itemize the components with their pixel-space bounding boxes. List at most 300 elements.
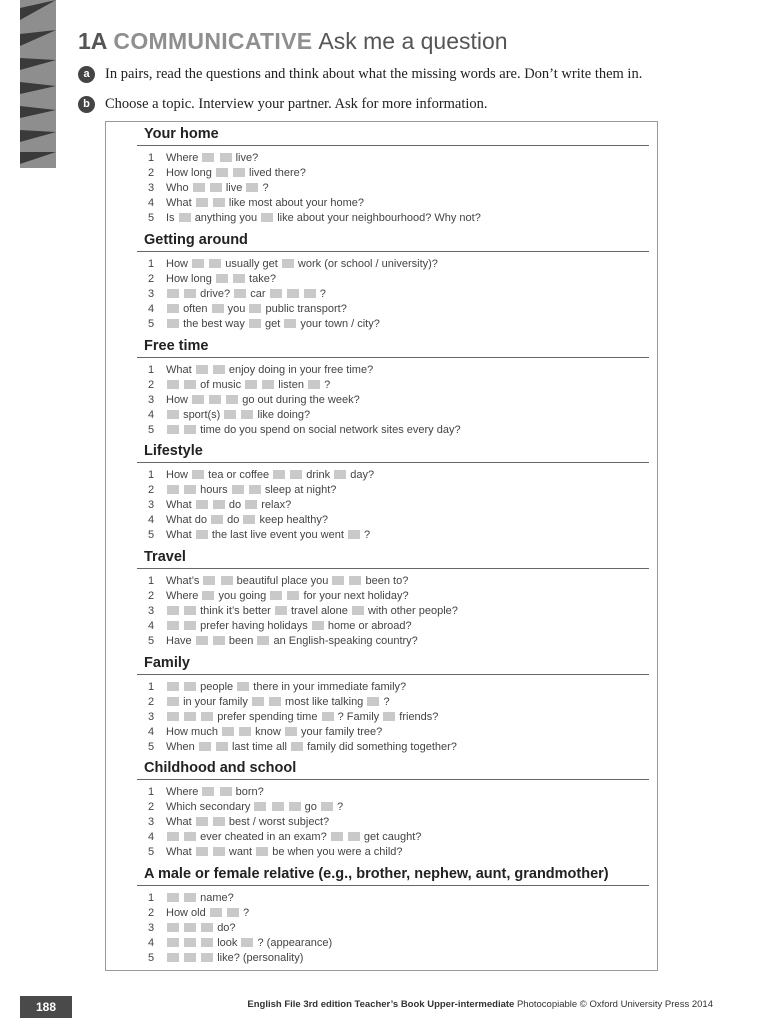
question-text: ?: [383, 696, 390, 708]
question-text: How old: [166, 907, 206, 919]
question-text: What’s: [166, 575, 200, 587]
blank-gap: [287, 591, 299, 600]
section-title: Travel: [144, 549, 186, 565]
question-item: [148, 604, 458, 618]
blank-gap: [167, 289, 179, 298]
question-text: in your family: [183, 696, 248, 708]
question-item: [148, 181, 269, 195]
question-number: 5: [148, 952, 155, 964]
question-text: Where: [166, 786, 199, 798]
blank-gap: [308, 380, 320, 389]
question-item: [148, 710, 438, 724]
lesson-category: COMMUNICATIVE: [113, 28, 313, 54]
question-item: [148, 785, 264, 799]
question-text: an English-speaking country?: [273, 635, 418, 647]
blank-gap: [269, 697, 281, 706]
question-item: [148, 725, 382, 739]
instruction-a: [78, 66, 642, 83]
question-number: 4: [148, 620, 155, 632]
blank-gap: [241, 938, 253, 947]
question-text: been: [228, 635, 254, 647]
section-divider: [137, 885, 649, 886]
blank-gap: [196, 500, 208, 509]
question-item: [148, 468, 374, 482]
question-text: What: [166, 816, 192, 828]
question-number: 3: [148, 182, 155, 194]
blank-gap: [216, 274, 228, 283]
blank-gap: [184, 380, 196, 389]
section-title: Getting around: [144, 232, 248, 248]
question-text: How long: [166, 167, 212, 179]
blank-gap: [348, 832, 360, 841]
question-text: prefer having holidays: [200, 620, 308, 632]
blank-gap: [167, 410, 179, 419]
section-divider: [137, 145, 649, 146]
question-text: day?: [350, 469, 375, 481]
question-text: there in your immediate family?: [253, 681, 407, 693]
question-text: like most about your home?: [228, 197, 365, 209]
question-item: [148, 393, 360, 407]
sunburst-decoration: [20, 0, 56, 168]
question-item: [148, 619, 412, 633]
question-item: [148, 408, 310, 422]
blank-gap: [202, 787, 214, 796]
question-text: lived there?: [249, 167, 306, 179]
question-item: [148, 574, 408, 588]
question-item: [148, 272, 276, 286]
blank-gap: [221, 576, 233, 585]
blank-gap: [196, 198, 208, 207]
blank-gap: [184, 425, 196, 434]
blank-gap: [184, 893, 196, 902]
blank-gap: [202, 153, 214, 162]
blank-gap: [184, 621, 196, 630]
blank-gap: [203, 576, 215, 585]
section-title: Free time: [144, 338, 209, 354]
question-text: Where: [166, 590, 199, 602]
blank-gap: [202, 591, 214, 600]
question-number: 2: [148, 379, 155, 391]
question-text: tea or coffee: [208, 469, 270, 481]
blank-gap: [270, 289, 282, 298]
question-text: ?: [324, 379, 331, 391]
section-title: Your home: [144, 126, 219, 142]
blank-gap: [213, 198, 225, 207]
blank-gap: [196, 636, 208, 645]
blank-gap: [196, 365, 208, 374]
blank-gap: [192, 470, 204, 479]
question-text: ?: [319, 288, 326, 300]
blank-gap: [167, 712, 179, 721]
question-text: get caught?: [363, 831, 422, 843]
question-text: last time all: [231, 741, 287, 753]
section-divider: [137, 357, 649, 358]
blank-gap: [289, 802, 301, 811]
question-item: [148, 891, 234, 905]
blank-gap: [234, 289, 246, 298]
blank-gap: [257, 636, 269, 645]
question-text: go out during the week?: [242, 394, 360, 406]
question-item: [148, 423, 461, 437]
blank-gap: [167, 621, 179, 630]
page-title: [78, 28, 508, 55]
question-text: sport(s): [183, 409, 221, 421]
blank-gap: [184, 938, 196, 947]
blank-gap: [167, 893, 179, 902]
question-text: How long: [166, 273, 212, 285]
instruction-b: [78, 96, 488, 113]
question-text: of music: [200, 379, 242, 391]
question-number: 4: [148, 831, 155, 843]
footer-book: English File 3rd edition Teacher’s Book Upper-intermediate: [247, 999, 515, 1010]
question-text: born?: [235, 786, 264, 798]
question-text: be when you were a child?: [272, 846, 403, 858]
blank-gap: [232, 485, 244, 494]
blank-gap: [239, 727, 251, 736]
question-number: 1: [148, 258, 155, 270]
blank-gap: [167, 380, 179, 389]
question-text: home or abroad?: [327, 620, 412, 632]
question-text: live: [225, 182, 243, 194]
bullet-a-icon: a: [78, 66, 95, 83]
blank-gap: [213, 847, 225, 856]
question-text: get: [264, 318, 281, 330]
question-text: How: [166, 394, 189, 406]
blank-gap: [209, 395, 221, 404]
question-item: [148, 317, 380, 331]
question-text: been to?: [365, 575, 409, 587]
question-text: best / worst subject?: [228, 816, 330, 828]
question-text: do: [228, 499, 242, 511]
question-text: How: [166, 258, 189, 270]
question-text: people: [200, 681, 234, 693]
blank-gap: [285, 727, 297, 736]
question-text: listen: [278, 379, 304, 391]
question-number: 1: [148, 892, 155, 904]
question-text: friends?: [399, 711, 439, 723]
section-divider: [137, 779, 649, 780]
footer-credit: [247, 999, 713, 1010]
blank-gap: [243, 515, 255, 524]
blank-gap: [167, 425, 179, 434]
question-number: 5: [148, 529, 155, 541]
question-text: Where: [166, 152, 199, 164]
question-text: name?: [200, 892, 234, 904]
question-text: Is: [166, 212, 175, 224]
blank-gap: [211, 515, 223, 524]
question-item: [148, 151, 258, 165]
blank-gap: [184, 606, 196, 615]
question-text: What: [166, 846, 192, 858]
question-item: [148, 936, 332, 950]
blank-gap: [262, 380, 274, 389]
question-item: [148, 951, 303, 965]
blank-gap: [167, 606, 179, 615]
blank-gap: [212, 304, 224, 313]
question-item: [148, 680, 406, 694]
lesson-title: Ask me a question: [318, 28, 508, 54]
blank-gap: [167, 938, 179, 947]
question-text: like? (personality): [217, 952, 304, 964]
question-number: 2: [148, 484, 155, 496]
blank-gap: [254, 802, 266, 811]
blank-gap: [193, 183, 205, 192]
question-item: [148, 845, 403, 859]
blank-gap: [209, 259, 221, 268]
blank-gap: [196, 530, 208, 539]
question-number: 3: [148, 605, 155, 617]
blank-gap: [249, 485, 261, 494]
question-text: most like talking: [285, 696, 364, 708]
section-divider: [137, 251, 649, 252]
question-item: [148, 830, 421, 844]
question-text: anything you: [194, 212, 258, 224]
blank-gap: [270, 591, 282, 600]
question-number: 4: [148, 303, 155, 315]
question-number: 1: [148, 786, 155, 798]
question-text: do: [227, 514, 240, 526]
question-number: 3: [148, 711, 155, 723]
blank-gap: [192, 259, 204, 268]
blank-gap: [167, 319, 179, 328]
question-text: ?: [262, 182, 269, 194]
question-text: with other people?: [367, 605, 458, 617]
question-text: look: [217, 937, 238, 949]
blank-gap: [261, 213, 273, 222]
question-text: ? Family: [337, 711, 380, 723]
question-number: 5: [148, 424, 155, 436]
question-item: [148, 589, 409, 603]
question-text: What: [166, 529, 192, 541]
question-text: you going: [218, 590, 267, 602]
questions-box: [105, 121, 658, 971]
question-number: 3: [148, 816, 155, 828]
question-text: your town / city?: [300, 318, 380, 330]
question-number: 1: [148, 152, 155, 164]
blank-gap: [201, 923, 213, 932]
question-text: think it’s better: [200, 605, 271, 617]
section-divider: [137, 568, 649, 569]
section-title: A male or female relative (e.g., brother, nephew, aunt, grandmother): [144, 866, 609, 882]
blank-gap: [184, 953, 196, 962]
question-text: live?: [235, 152, 259, 164]
instruction-a-text: In pairs, read the questions and think about what the missing words are. Don’t write them in.: [105, 66, 643, 82]
blank-gap: [256, 847, 268, 856]
blank-gap: [184, 289, 196, 298]
question-text: sleep at night?: [264, 484, 337, 496]
blank-gap: [237, 682, 249, 691]
question-text: often: [183, 303, 208, 315]
blank-gap: [220, 787, 232, 796]
question-number: 2: [148, 907, 155, 919]
question-text: want: [228, 846, 253, 858]
question-text: take?: [249, 273, 276, 285]
question-text: your family tree?: [300, 726, 383, 738]
blank-gap: [201, 938, 213, 947]
section-divider: [137, 674, 649, 675]
question-text: When: [166, 741, 195, 753]
blank-gap: [233, 274, 245, 283]
question-text: drive?: [200, 288, 231, 300]
question-text: public transport?: [265, 303, 347, 315]
lesson-code: 1A: [78, 28, 108, 54]
question-number: 2: [148, 273, 155, 285]
question-text: for your next holiday?: [303, 590, 409, 602]
question-text: do?: [217, 922, 236, 934]
blank-gap: [284, 319, 296, 328]
question-text: keep healthy?: [259, 514, 328, 526]
question-text: prefer spending time: [217, 711, 318, 723]
blank-gap: [226, 395, 238, 404]
blank-gap: [167, 485, 179, 494]
question-number: 4: [148, 409, 155, 421]
question-text: relax?: [261, 499, 292, 511]
sunburst-rays-icon: [20, 0, 56, 168]
bullet-b-icon: b: [78, 96, 95, 113]
blank-gap: [246, 183, 258, 192]
question-text: car: [250, 288, 266, 300]
question-number: 5: [148, 212, 155, 224]
question-text: drink: [306, 469, 331, 481]
question-number: 2: [148, 801, 155, 813]
blank-gap: [245, 500, 257, 509]
question-text: ?: [242, 907, 250, 919]
blank-gap: [196, 817, 208, 826]
question-item: [148, 257, 438, 271]
question-item: [148, 513, 328, 527]
blank-gap: [249, 319, 261, 328]
question-text: ? (appearance): [257, 937, 333, 949]
question-number: 3: [148, 288, 155, 300]
blank-gap: [210, 908, 222, 917]
question-item: [148, 196, 364, 210]
blank-gap: [367, 697, 379, 706]
question-text: ?: [337, 801, 344, 813]
question-number: 2: [148, 590, 155, 602]
question-text: What: [166, 364, 192, 376]
question-item: [148, 211, 481, 225]
blank-gap: [334, 470, 346, 479]
blank-gap: [322, 712, 334, 721]
question-item: [148, 378, 330, 392]
blank-gap: [321, 802, 333, 811]
blank-gap: [272, 802, 284, 811]
blank-gap: [331, 832, 343, 841]
question-number: 3: [148, 394, 155, 406]
question-text: What do: [166, 514, 207, 526]
question-item: [148, 906, 249, 920]
blank-gap: [184, 832, 196, 841]
question-text: What: [166, 499, 192, 511]
question-item: [148, 815, 329, 829]
question-text: go: [304, 801, 317, 813]
question-text: beautiful place you: [236, 575, 329, 587]
question-number: 1: [148, 681, 155, 693]
question-number: 5: [148, 635, 155, 647]
blank-gap: [210, 183, 222, 192]
blank-gap: [312, 621, 324, 630]
blank-gap: [199, 742, 211, 751]
question-number: 3: [148, 922, 155, 934]
question-item: [148, 483, 336, 497]
blank-gap: [167, 953, 179, 962]
question-text: travel alone: [290, 605, 348, 617]
question-text: enjoy doing in your free time?: [228, 364, 374, 376]
question-text: the last live event you went: [211, 529, 344, 541]
blank-gap: [282, 259, 294, 268]
section-title: Childhood and school: [144, 760, 297, 776]
question-text: family did something together?: [307, 741, 457, 753]
blank-gap: [241, 410, 253, 419]
blank-gap: [179, 213, 191, 222]
question-item: [148, 528, 370, 542]
question-number: 4: [148, 726, 155, 738]
question-text: the best way: [183, 318, 245, 330]
section-divider: [137, 462, 649, 463]
blank-gap: [249, 304, 261, 313]
question-number: 3: [148, 499, 155, 511]
blank-gap: [216, 168, 228, 177]
blank-gap: [273, 470, 285, 479]
blank-gap: [245, 380, 257, 389]
blank-gap: [167, 832, 179, 841]
question-number: 1: [148, 575, 155, 587]
blank-gap: [184, 682, 196, 691]
question-text: What: [166, 197, 192, 209]
blank-gap: [167, 697, 179, 706]
question-number: 5: [148, 846, 155, 858]
blank-gap: [224, 410, 236, 419]
blank-gap: [201, 712, 213, 721]
blank-gap: [291, 742, 303, 751]
question-text: work (or school / university)?: [297, 258, 438, 270]
blank-gap: [220, 153, 232, 162]
question-number: 1: [148, 469, 155, 481]
question-text: time do you spend on social network sites every day?: [200, 424, 461, 436]
blank-gap: [167, 682, 179, 691]
question-text: hours: [200, 484, 228, 496]
blank-gap: [167, 304, 179, 313]
question-item: [148, 634, 418, 648]
question-item: [148, 800, 343, 814]
instruction-b-text: Choose a topic. Interview your partner. Ask for more information.: [105, 96, 488, 112]
question-number: 5: [148, 318, 155, 330]
blank-gap: [304, 289, 316, 298]
blank-gap: [213, 636, 225, 645]
blank-gap: [222, 727, 234, 736]
question-number: 2: [148, 167, 155, 179]
question-item: [148, 166, 306, 180]
question-text: usually get: [225, 258, 278, 270]
question-item: [148, 498, 291, 512]
question-text: Who: [166, 182, 189, 194]
question-item: [148, 921, 236, 935]
blank-gap: [252, 697, 264, 706]
section-title: Family: [144, 655, 190, 671]
question-text: How much: [166, 726, 218, 738]
blank-gap: [348, 530, 360, 539]
question-text: like about your neighbourhood? Why not?: [277, 212, 481, 224]
question-text: ?: [364, 529, 371, 541]
question-item: [148, 740, 457, 754]
question-item: [148, 695, 390, 709]
blank-gap: [167, 923, 179, 932]
blank-gap: [184, 485, 196, 494]
question-number: 4: [148, 197, 155, 209]
blank-gap: [287, 289, 299, 298]
question-number: 5: [148, 741, 155, 753]
section-title: Lifestyle: [144, 443, 203, 459]
